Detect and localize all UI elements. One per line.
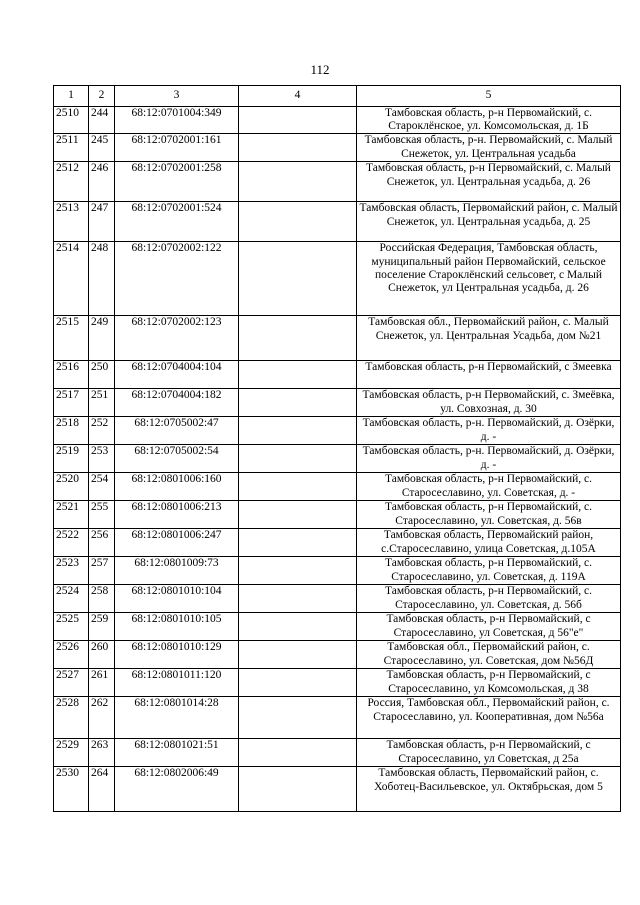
cadastral-number-cell: 68:12:0702002:122 [115,242,239,316]
empty-cell [239,473,357,501]
table-row [54,613,621,641]
address-cell: Тамбовская область, р-н Первомайский, с. Староклёнское, ул. Комсомольская, д. 1Б [357,107,621,134]
cadastral-number-cell: 68:12:0702001:524 [115,202,239,242]
cadastral-number-cell: 68:12:0801021:51 [115,739,239,767]
table-row [54,162,621,202]
table-row [54,242,621,316]
empty-cell [239,529,357,557]
empty-cell [239,107,357,134]
item-index-cell: 257 [89,557,115,585]
empty-cell [239,739,357,767]
item-index-cell: 246 [89,162,115,202]
address-cell: Тамбовская обл., Первомайский район, с. Малый Снежеток, ул. Центральная Усадьба, дом №21 [357,316,621,361]
empty-cell [239,501,357,529]
address-cell: Тамбовская область, р-н Первомайский, с. Старосеславино, ул. Советская, д. 119А [357,557,621,585]
cadastral-number-cell: 68:12:0705002:47 [115,417,239,445]
table-row [54,202,621,242]
table-row [54,107,621,134]
item-index-cell: 251 [89,389,115,417]
cadastral-number-cell: 68:12:0801011:120 [115,669,239,697]
empty-cell [239,641,357,669]
item-index-cell: 247 [89,202,115,242]
item-index-cell: 258 [89,585,115,613]
item-index-cell: 248 [89,242,115,316]
cadastral-number-cell: 68:12:0702001:258 [115,162,239,202]
empty-cell [239,242,357,316]
row-number-cell: 2527 [54,669,89,697]
item-index-cell: 250 [89,361,115,389]
table-row [54,529,621,557]
cadastral-number-cell: 68:12:0802006:49 [115,767,239,812]
address-cell: Российская Федерация, Тамбовская область, муниципальный район Первомайский, сельское поселение Староклёнский сельсовет, с Малый Снежеток, ул Центральная усадьба, д. 26 [357,242,621,316]
table-row [54,389,621,417]
cadastral-number-cell: 68:12:0801010:104 [115,585,239,613]
address-cell: Тамбовская область, р-н Первомайский, с Старосеславино, ул Советская, д 56"е" [357,613,621,641]
cadastral-number-cell: 68:12:0702002:123 [115,316,239,361]
cadastral-number-cell: 68:12:0701004:349 [115,107,239,134]
address-cell: Тамбовская область, р-н Первомайский, с. Старосеславино, ул. Советская, д. 56б [357,585,621,613]
table-row [54,417,621,445]
empty-cell [239,613,357,641]
row-number-cell: 2526 [54,641,89,669]
page-number: 112 [310,62,330,77]
address-cell: Тамбовская область, р-н Первомайский, с. Малый Снежеток, ул. Центральная усадьба, д. 26 [357,162,621,202]
address-cell: Тамбовская обл., Первомайский район, с. Старосеславино, ул. Советская, дом №56Д [357,641,621,669]
table-row [54,557,621,585]
column-header: 5 [357,86,621,107]
table-row [54,697,621,739]
row-number-cell: 2515 [54,316,89,361]
row-number-cell: 2514 [54,242,89,316]
row-number-cell: 2517 [54,389,89,417]
empty-cell [239,202,357,242]
column-header: 3 [115,86,239,107]
item-index-cell: 256 [89,529,115,557]
address-cell: Тамбовская область, р-н Первомайский, с Старосеславино, ул Советская, д 25а [357,739,621,767]
table-row [54,501,621,529]
column-header: 2 [89,86,115,107]
empty-cell [239,767,357,812]
empty-cell [239,389,357,417]
item-index-cell: 259 [89,613,115,641]
table-row [54,445,621,473]
table-row [54,585,621,613]
item-index-cell: 252 [89,417,115,445]
row-number-cell: 2511 [54,134,89,162]
cadastral-number-cell: 68:12:0801006:247 [115,529,239,557]
cadastral-number-cell: 68:12:0702001:161 [115,134,239,162]
item-index-cell: 245 [89,134,115,162]
empty-cell [239,585,357,613]
cadastral-number-cell: 68:12:0801010:129 [115,641,239,669]
table-row [54,669,621,697]
row-number-cell: 2520 [54,473,89,501]
table-header-row [54,86,621,107]
table-body [54,107,621,812]
address-cell: Тамбовская область, Первомайский район, с. Малый Снежеток, ул. Центральная усадьба, д. 25 [357,202,621,242]
item-index-cell: 249 [89,316,115,361]
empty-cell [239,316,357,361]
table-row [54,641,621,669]
empty-cell [239,134,357,162]
address-cell: Тамбовская область, р-н Первомайский, с. Старосеславино, ул. Советская, д. - [357,473,621,501]
item-index-cell: 261 [89,669,115,697]
empty-cell [239,417,357,445]
empty-cell [239,697,357,739]
cadastral-number-cell: 68:12:0801014:28 [115,697,239,739]
item-index-cell: 253 [89,445,115,473]
row-number-cell: 2530 [54,767,89,812]
cadastral-number-cell: 68:12:0705002:54 [115,445,239,473]
row-number-cell: 2516 [54,361,89,389]
item-index-cell: 264 [89,767,115,812]
row-number-cell: 2529 [54,739,89,767]
cadastral-number-cell: 68:12:0704004:104 [115,361,239,389]
column-header: 1 [54,86,89,107]
column-header: 4 [239,86,357,107]
cadastral-number-cell: 68:12:0801009:73 [115,557,239,585]
row-number-cell: 2528 [54,697,89,739]
row-number-cell: 2510 [54,107,89,134]
empty-cell [239,669,357,697]
address-cell: Тамбовская область, р-н Первомайский, с. Старосеславино, ул. Советская, д. 56в [357,501,621,529]
cadastral-registry-table [53,85,621,812]
address-cell: Тамбовская область, Первомайский район, с. Хоботец-Васильевское, ул. Октябрьская, дом 5 [357,767,621,812]
item-index-cell: 260 [89,641,115,669]
address-cell: Тамбовская область, р-н Первомайский, с. Змеёвка, ул. Совхозная, д. 30 [357,389,621,417]
cadastral-number-cell: 68:12:0801006:213 [115,501,239,529]
table-row [54,739,621,767]
cadastral-number-cell: 68:12:0801006:160 [115,473,239,501]
row-number-cell: 2522 [54,529,89,557]
item-index-cell: 263 [89,739,115,767]
row-number-cell: 2524 [54,585,89,613]
item-index-cell: 262 [89,697,115,739]
empty-cell [239,557,357,585]
empty-cell [239,162,357,202]
row-number-cell: 2513 [54,202,89,242]
table-row [54,767,621,812]
cadastral-number-cell: 68:12:0801010:105 [115,613,239,641]
item-index-cell: 254 [89,473,115,501]
row-number-cell: 2523 [54,557,89,585]
address-cell: Россия, Тамбовская обл., Первомайский район, с. Старосеславино, ул. Кооперативная, дом №56а [357,697,621,739]
row-number-cell: 2518 [54,417,89,445]
address-cell: Тамбовская область, р-н Первомайский, с Старосеславино, ул Комсомольская, д 38 [357,669,621,697]
address-cell: Тамбовская область, р-н. Первомайский, д. Озёрки, д. - [357,445,621,473]
row-number-cell: 2521 [54,501,89,529]
item-index-cell: 255 [89,501,115,529]
empty-cell [239,361,357,389]
cadastral-number-cell: 68:12:0704004:182 [115,389,239,417]
table-row [54,473,621,501]
row-number-cell: 2519 [54,445,89,473]
item-index-cell: 244 [89,107,115,134]
row-number-cell: 2512 [54,162,89,202]
table-row [54,316,621,361]
address-cell: Тамбовская область, р-н Первомайский, с Змеевка [357,361,621,389]
address-cell: Тамбовская область, р-н. Первомайский, с. Малый Снежеток, ул. Центральная усадьба [357,134,621,162]
table-row [54,361,621,389]
empty-cell [239,445,357,473]
row-number-cell: 2525 [54,613,89,641]
table-row [54,134,621,162]
address-cell: Тамбовская область, Первомайский район, с.Старосеславино, улица Советская, д.105А [357,529,621,557]
address-cell: Тамбовская область, р-н. Первомайский, д. Озёрки, д. - [357,417,621,445]
